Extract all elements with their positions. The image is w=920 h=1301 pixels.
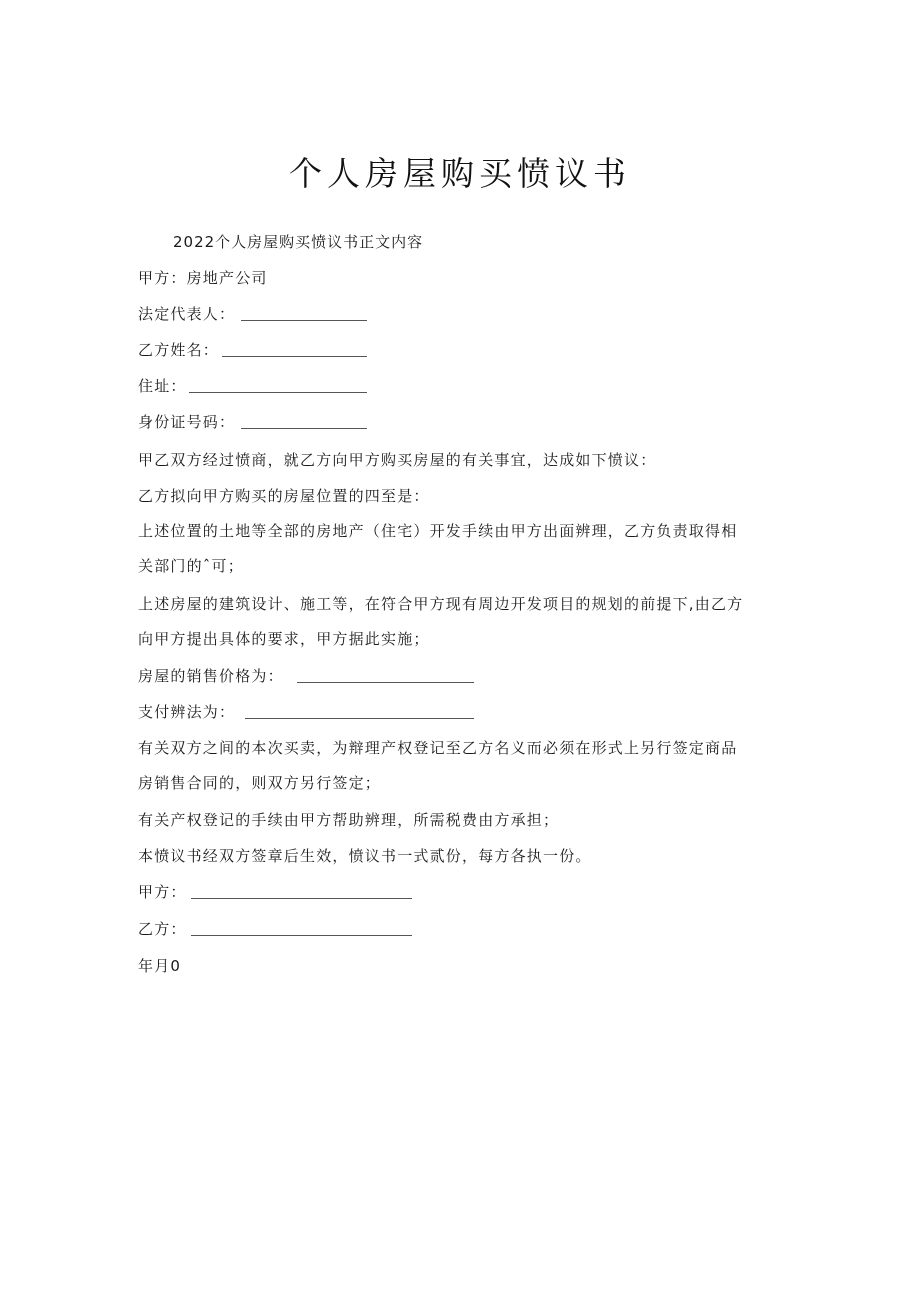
clause-2-line-2: 向甲方提出具体的要求，甲方据此实施； [138,630,430,648]
clause-3-line-1: 有关双方之间的本次买卖，为辩理产权登记至乙方名义而必须在形式上另行签定商品 [138,739,738,757]
price-blank [297,682,474,683]
party-a-line: 甲方：房地产公司 [138,269,268,287]
party-b-signature-blank [191,935,412,936]
payment-label: 支付辨法为： [138,703,236,721]
price-label: 房屋的销售价格为： [138,667,284,685]
clause-1-line-1: 上述位置的土地等全部的房地产（住宅）开发手续由甲方出面辨理，乙方负责取得相 [138,522,738,540]
document-subtitle: 2022个人房屋购买愤议书正文内容 [173,233,424,251]
party-b-signature-label: 乙方： [138,920,187,938]
clause-5-paragraph: 本愤议书经双方签章后生效，愤议书一式贰份，每方各执一份。 [138,847,592,865]
location-paragraph: 乙方拟向甲方购买的房屋位置的四至是： [138,487,430,505]
id-number-blank [241,428,367,429]
legal-representative-label: 法定代表人： [138,305,236,323]
clause-4-paragraph: 有关产权登记的手续由甲方帮助辨理，所需税费由方承担； [138,811,560,829]
clause-1-line-2: 关部门的ˆ可； [138,557,244,575]
document-title: 个人房屋购买愤议书 [289,154,631,193]
legal-representative-blank [241,320,367,321]
date-line: 年月0 [138,957,182,975]
address-blank [189,392,367,393]
payment-blank [245,718,474,719]
party-b-name-blank [222,356,367,357]
party-a-signature-label: 甲方： [138,883,187,901]
clause-3-line-2: 房销售合同的，则双方另行签定； [138,774,382,792]
clause-2-line-1: 上述房屋的建筑设计、施工等，在符合甲方现有周边开发项目的规划的前提下,由乙方 [138,595,744,613]
address-label: 住址： [138,377,187,395]
party-a-signature-blank [191,898,412,899]
id-number-label: 身份证号码： [138,413,236,431]
intro-paragraph: 甲乙双方经过愤商，就乙方向甲方购买房屋的有关事宜，达成如下愤议： [138,451,657,469]
party-b-name-label: 乙方姓名： [138,341,220,359]
